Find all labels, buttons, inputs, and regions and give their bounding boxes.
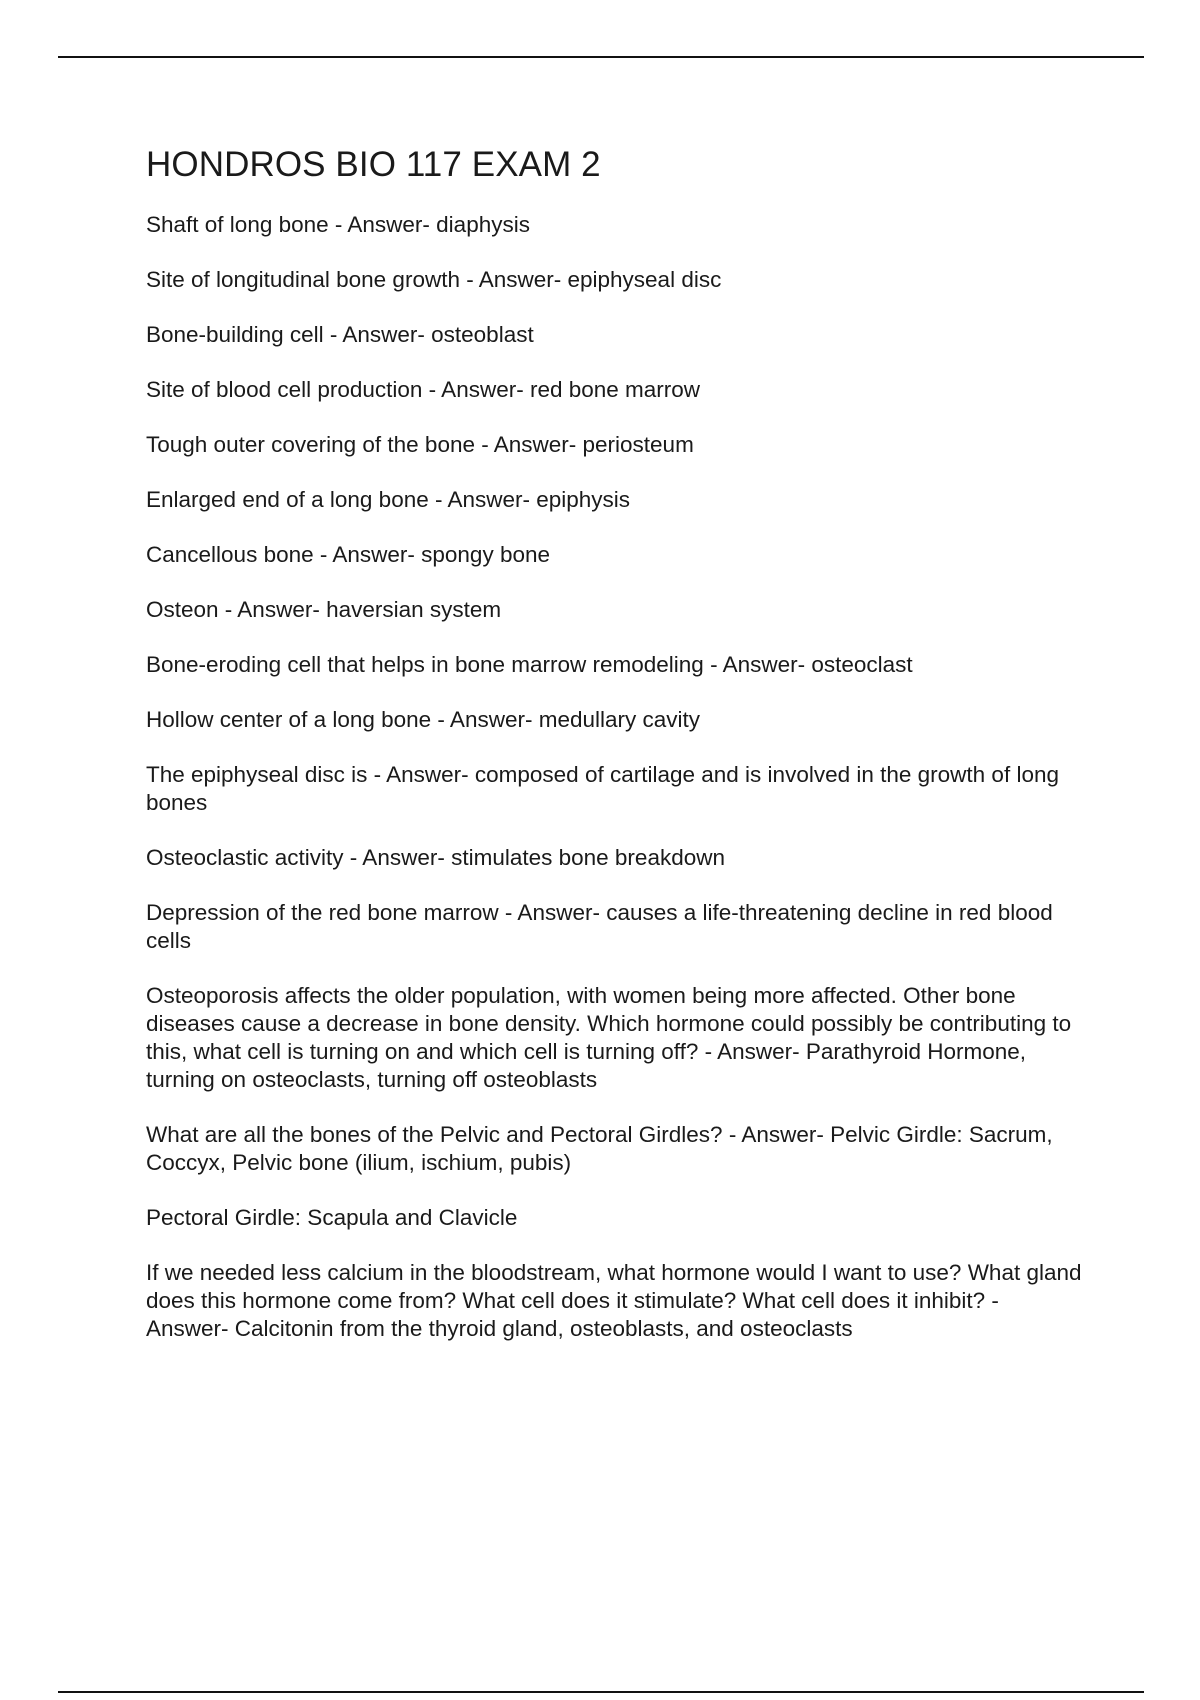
qa-item: Site of longitudinal bone growth - Answer- epiphyseal disc <box>146 267 722 292</box>
qa-item: Osteoporosis affects the older population, with women being more affected. Other bone diseases cause a decrease in bone density. Which hormone could possibly be contributing to this, what cell is turning on and which cell is turning off? - Answer- Parathyroid Hormone, turning on osteoclasts, turning off osteoblasts <box>146 983 1072 1092</box>
document-page <box>146 143 1086 1370</box>
qa-item: Enlarged end of a long bone - Answer- epiphysis <box>146 487 631 512</box>
qa-item: Osteon - Answer- haversian system <box>146 597 502 622</box>
qa-item: Shaft of long bone - Answer- diaphysis <box>146 212 530 237</box>
bottom-divider <box>58 1691 1144 1693</box>
top-divider <box>58 56 1144 58</box>
qa-item: Osteoclastic activity - Answer- stimulates bone breakdown <box>146 845 725 870</box>
qa-item: Pectoral Girdle: Scapula and Clavicle <box>146 1205 518 1230</box>
page-title: HONDROS BIO 117 EXAM 2 <box>146 145 601 184</box>
qa-item: If we needed less calcium in the bloodstream, what hormone would I want to use? What gland does this hormone come from? What cell does it stimulate? What cell does it inhibit? - Answer- Calcitonin from the thyroid gland, osteoblasts, and osteoclasts <box>146 1260 1082 1341</box>
qa-list <box>146 211 1086 1343</box>
qa-item: Bone-building cell - Answer- osteoblast <box>146 322 534 347</box>
qa-item: Depression of the red bone marrow - Answer- causes a life-threatening decline in red blood cells <box>146 900 1053 953</box>
qa-item: The epiphyseal disc is - Answer- composed of cartilage and is involved in the growth of long bones <box>146 762 1059 815</box>
qa-item: What are all the bones of the Pelvic and Pectoral Girdles? - Answer- Pelvic Girdle: Sacrum, Coccyx, Pelvic bone (ilium, ischium, pubis) <box>146 1122 1053 1175</box>
qa-item: Cancellous bone - Answer- spongy bone <box>146 542 551 567</box>
qa-item: Site of blood cell production - Answer- red bone marrow <box>146 377 701 402</box>
qa-item: Bone-eroding cell that helps in bone marrow remodeling - Answer- osteoclast <box>146 652 913 677</box>
qa-item: Hollow center of a long bone - Answer- medullary cavity <box>146 707 701 732</box>
qa-item: Tough outer covering of the bone - Answer- periosteum <box>146 432 694 457</box>
